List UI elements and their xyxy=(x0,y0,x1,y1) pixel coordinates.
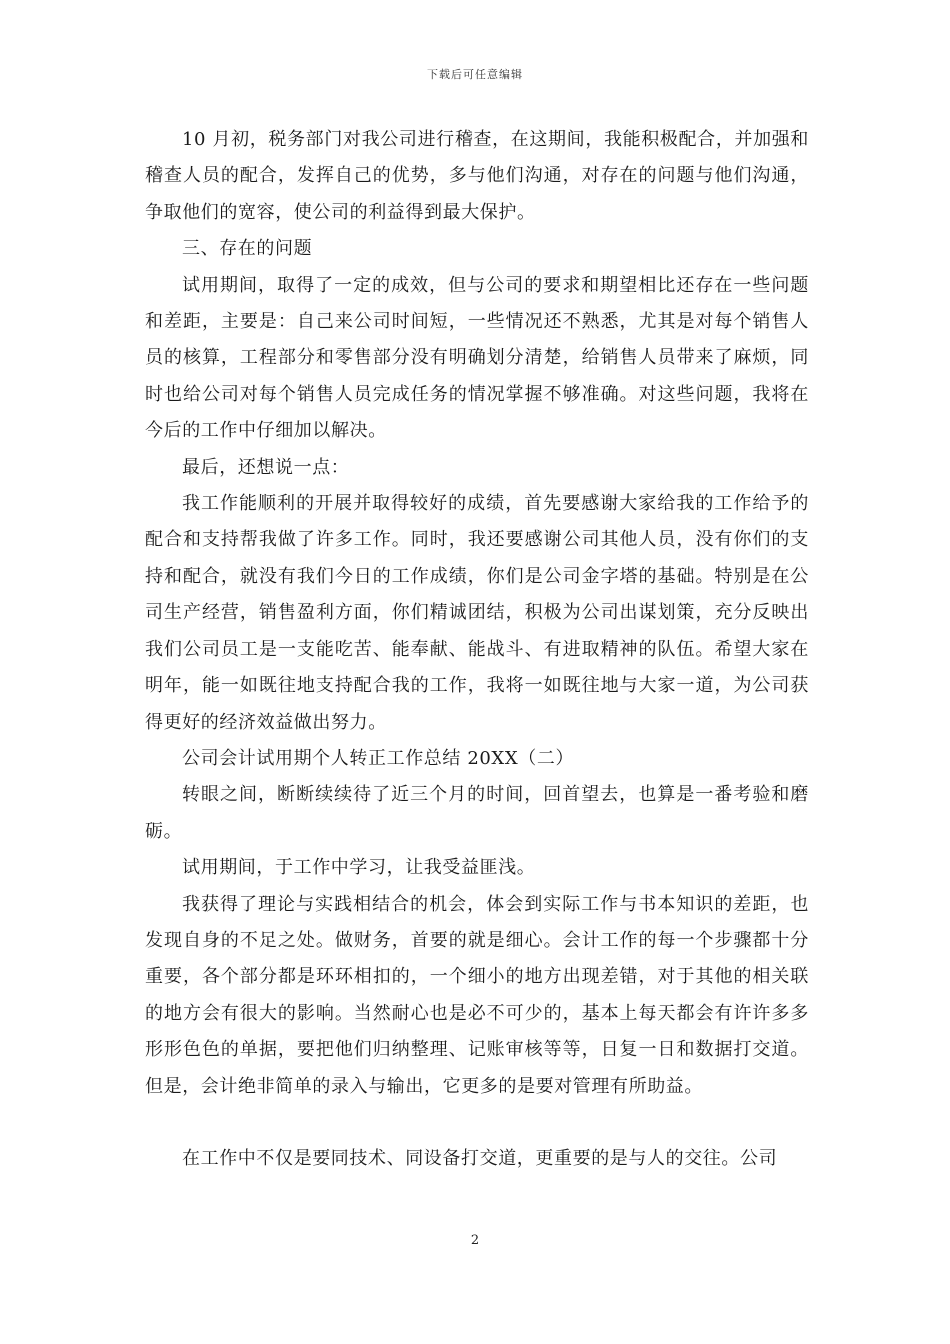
paragraph-accounting-details: 我获得了理论与实践相结合的机会，体会到实际工作与书本知识的差距，也发现自身的不足之处。做财务，首要的就是细心。会计工作的每一个步骤都十分重要，各个部分都是环环相扣的，一个细小的地方出现差错，对于其他的相关联的地方会有很大的影响。当然耐心也是必不可少的，基本上每天都会有许许多多形形色色的单据，要把他们归纳整理、记账审核等等，日复一日和数据打交道。但是，会计绝非简单的录入与输出，它更多的是要对管理有所助益。 xyxy=(145,893,809,1097)
paragraph-thanks: 我工作能顺利的开展并取得较好的成绩，首先要感谢大家给我的工作给予的配合和支持帮我做了许多工作。同时，我还要感谢公司其他人员，没有你们的支持和配合，就没有我们今日的工作成绩，你们是公司金字塔的基础。特别是在公司生产经营，销售盈利方面，你们精诚团结，积极为公司出谋划策，充分反映出我们公司员工是一支能吃苦、能奉献、能战斗、有进取精神的队伍。希望大家在明年，能一如既往地支持配合我的工作，我将一如既往地与大家一道，为公司获得更好的经济效益做出努力。 xyxy=(145,493,809,733)
section-heading-problems: 三、存在的问题 xyxy=(182,238,313,260)
paragraph-learning: 试用期间，于工作中学习，让我受益匪浅。 xyxy=(182,857,536,879)
paragraph-closing-intro: 最后，还想说一点： xyxy=(182,456,350,478)
document-body xyxy=(145,122,809,1177)
paragraph-interpersonal: 在工作中不仅是要同技术、同设备打交道，更重要的是与人的交往。公司 xyxy=(182,1147,778,1169)
page-number: 2 xyxy=(470,1233,480,1248)
paragraph-problems: 试用期间，取得了一定的成效，但与公司的要求和期望相比还存在一些问题和差距，主要是：自己来公司时间短，一些情况还不熟悉，尤其是对每个销售人员的核算，工程部分和零售部分没有明确划分清楚，给销售人员带来了麻烦，同时也给公司对每个销售人员完成任务的情况掌握不够准确。对这些问题，我将在今后的工作中仔细加以解决。 xyxy=(145,274,809,442)
page-header-note: 下载后可任意编辑 xyxy=(427,68,523,81)
section-title-part-two: 公司会计试用期个人转正工作总结 20XX（二） xyxy=(182,747,575,769)
paragraph-three-months: 转眼之间，断断续续待了近三个月的时间，回首望去，也算是一番考验和磨砺。 xyxy=(145,784,809,842)
paragraph-tax-audit: 10 月初，税务部门对我公司进行稽查，在这期间，我能积极配合，并加强和稽查人员的配合，发挥自己的优势，多与他们沟通，对存在的问题与他们沟通，争取他们的宽容，使公司的利益得到最大保护。 xyxy=(145,129,809,223)
